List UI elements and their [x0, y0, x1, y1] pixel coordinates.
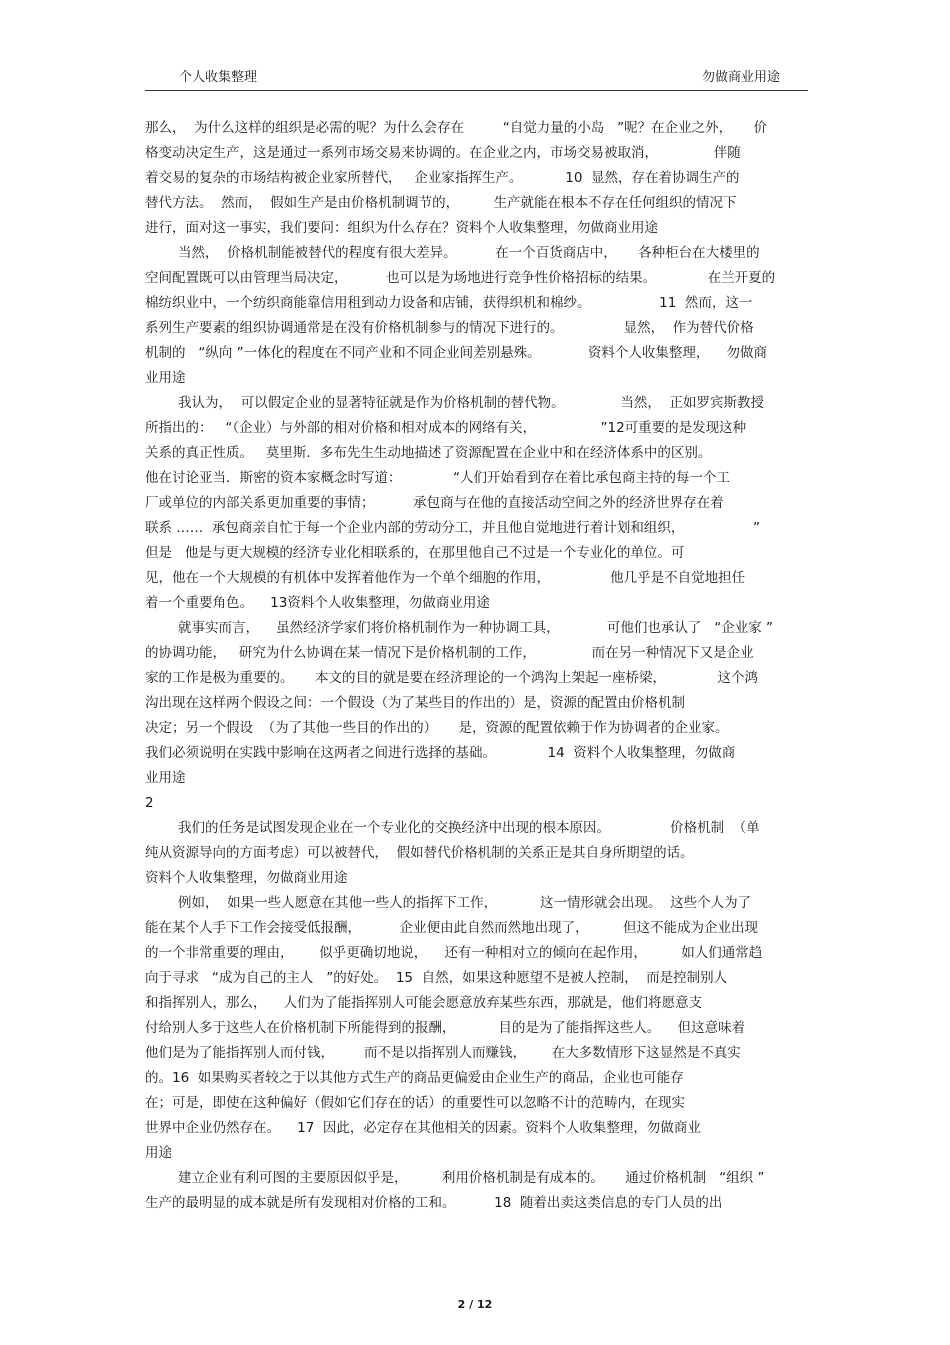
text-line: 就事实而言， 虽然经济学家们将价格机制作为一种协调工具， 可他们也承认了 “企业家 ” [178, 620, 774, 636]
text-line: 厂或单位的内部关系更加重要的事情； 承包商与在他的直接活动空间之外的经济世界存在着 [145, 495, 724, 511]
text-line: 建立企业有利可图的主要原因似乎是， 利用价格机制是有成本的。 通过价格机制 “组织 ” [178, 1170, 765, 1186]
page-header [145, 66, 808, 91]
document-body [145, 116, 810, 1216]
text-line: 纯从资源导向的方面考虑）可以被替代， 假如替代价格机制的关系正是其自身所期望的话。 [145, 845, 694, 861]
text-line: 的。16 如果购买者较之于以其他方式生产的商品更偏爱由企业生产的商品，企业也可能存 [145, 1070, 684, 1086]
text-line: 沟出现在这样两个假设之间：一个假设（为了某些目的作出的）是，资源的配置由价格机制 [145, 695, 685, 711]
text-line: 进行，面对这一事实，我们要问：组织为什么存在？资料个人收集整理，勿做商业用途 [145, 220, 658, 236]
text-line: 机制的 “纵向 ”一体化的程度在不同产业和不同企业间差别悬殊。 资料个人收集整理， 勿做商 [145, 345, 768, 361]
text-line: 能在某个人手下工作会接受低报酬， 企业便由此自然而然地出现了， 但这不能成为企业出现 [145, 920, 758, 936]
text-line: 棉纺织业中，一个纺织商能靠信用租到动力设备和店铺，获得织机和棉纱。 11 然而，这一 [145, 295, 753, 311]
text-line: 资料个人收集整理，勿做商业用途 [145, 870, 348, 886]
text-line: 所指出的： “（企业）与外部的相对价格和相对成本的网络有关， ”12可重要的是发现这种 [145, 420, 747, 436]
text-line: 用途 [145, 1145, 172, 1161]
text-line: 生产的最明显的成本就是所有发现相对价格的工和。 18 随着出卖这类信息的专门人员的出 [145, 1195, 723, 1211]
text-line: 着交易的复杂的市场结构被企业家所替代， 企业家指挥生产。 10 显然，存在着协调生产的 [145, 170, 740, 186]
text-line: 系列生产要素的组织协调通常是在没有价格机制参与的情况下进行的。 显然， 作为替代价格 [145, 320, 754, 336]
text-line: 世界中企业仍然存在。 17 因此，必定存在其他相关的因素。资料个人收集整理，勿做商业 [145, 1120, 701, 1136]
text-line: 向于寻求 “成为自己的主人 ”的好处。 15 自然，如果这种愿望不是被人控制， 而是控制别人 [145, 970, 728, 986]
header-left-text: 个人收集整理 [179, 70, 258, 85]
page-number: 2 / 12 [457, 1298, 493, 1311]
text-line: 他们是为了能指挥别人而付钱， 而不是以指挥别人而赚钱， 在大多数情形下这显然是不真实 [145, 1045, 741, 1061]
text-line: 例如， 如果一些人愿意在其他一些人的指挥下工作， 这一情形就会出现。 这些个人为了 [178, 895, 752, 911]
text-line: 我们的任务是试图发现企业在一个专业化的交换经济中出现的根本原因。 价格机制 （单 [178, 820, 760, 836]
text-line: 着一个重要角色。 13资料个人收集整理，勿做商业用途 [145, 595, 490, 611]
text-line: 2 [145, 795, 154, 811]
text-line: 在；可是，即使在这种偏好（假如它们存在的话）的重要性可以忽略不计的范畴内，在现实 [145, 1095, 685, 1111]
text-line: 那么， 为什么这样的组织是必需的呢？为什么会存在 “自觉力量的小岛 ”呢？在企业之外， 价 [145, 120, 768, 136]
text-line: 见，他在一个大规模的有机体中发挥着他作为一个单个细胞的作用， 他几乎是不自觉地担任 [145, 570, 746, 586]
text-line: 格变动决定生产，这是通过一系列市场交易来协调的。在企业之内，市场交易被取消， 伴随 [145, 145, 741, 161]
text-line: 的一个非常重要的理由， 似乎更确切地说， 还有一种相对立的倾向在起作用， 如人们通常趋 [145, 945, 763, 961]
text-line: 他在讨论亚当．斯密的资本家概念时写道： “人们开始看到存在着比承包商主持的每一个工 [145, 470, 730, 486]
text-line: 业用途 [145, 370, 186, 386]
text-line: 但是 他是与更大规模的经济专业化相联系的，在那里他自己不过是一个专业化的单位。可 [145, 545, 685, 561]
text-line: 关系的真正性质。 莫里斯．多布先生生动地描述了资源配置在企业中和在经济体系中的区别。 [145, 445, 712, 461]
text-line: 业用途 [145, 770, 186, 786]
text-line: 当然， 价格机制能被替代的程度有很大差异。 在一个百货商店中， 各种柜台在大楼里的 [178, 245, 760, 261]
text-line: 联系 …… 承包商亲自忙于每一个企业内部的劳动分工，并且他自觉地进行着计划和组织， ” [145, 520, 761, 536]
text-line: 我们必须说明在实践中影响在这两者之间进行选择的基础。 14 资料个人收集整理，勿做商 [145, 745, 736, 761]
text-line: 我认为， 可以假定企业的显著特征就是作为价格机制的替代物。 当然， 正如罗宾斯教授 [178, 395, 764, 411]
text-line: 付给别人多于这些人在价格机制下所能得到的报酬， 目的是为了能指挥这些人。 但这意味着 [145, 1020, 746, 1036]
text-line: 空间配置既可以由管理当局决定， 也可以是为场地进行竞争性价格招标的结果。 在兰开夏的 [145, 270, 776, 286]
text-line: 的协调功能， 研究为什么协调在某一情况下是价格机制的工作， 而在另一种情况下又是企业 [145, 645, 754, 661]
text-line: 和指挥别人，那么， 人们为了能指挥别人可能会愿意放弃某些东西，那就是，他们将愿意支 [145, 995, 703, 1011]
text-line: 替代方法。 然而， 假如生产是由价格机制调节的， 生产就能在根本不存在任何组织的情况下 [145, 195, 737, 211]
header-right-text: 勿做商业用途 [701, 70, 780, 85]
text-line: 决定；另一个假设 （为了其他一些目的作出的） 是，资源的配置依赖于作为协调者的企业家。 [145, 720, 729, 736]
text-line: 家的工作是极为重要的。 本文的目的就是要在经济理论的一个鸿沟上架起一座桥梁， 这个鸿 [145, 670, 758, 686]
